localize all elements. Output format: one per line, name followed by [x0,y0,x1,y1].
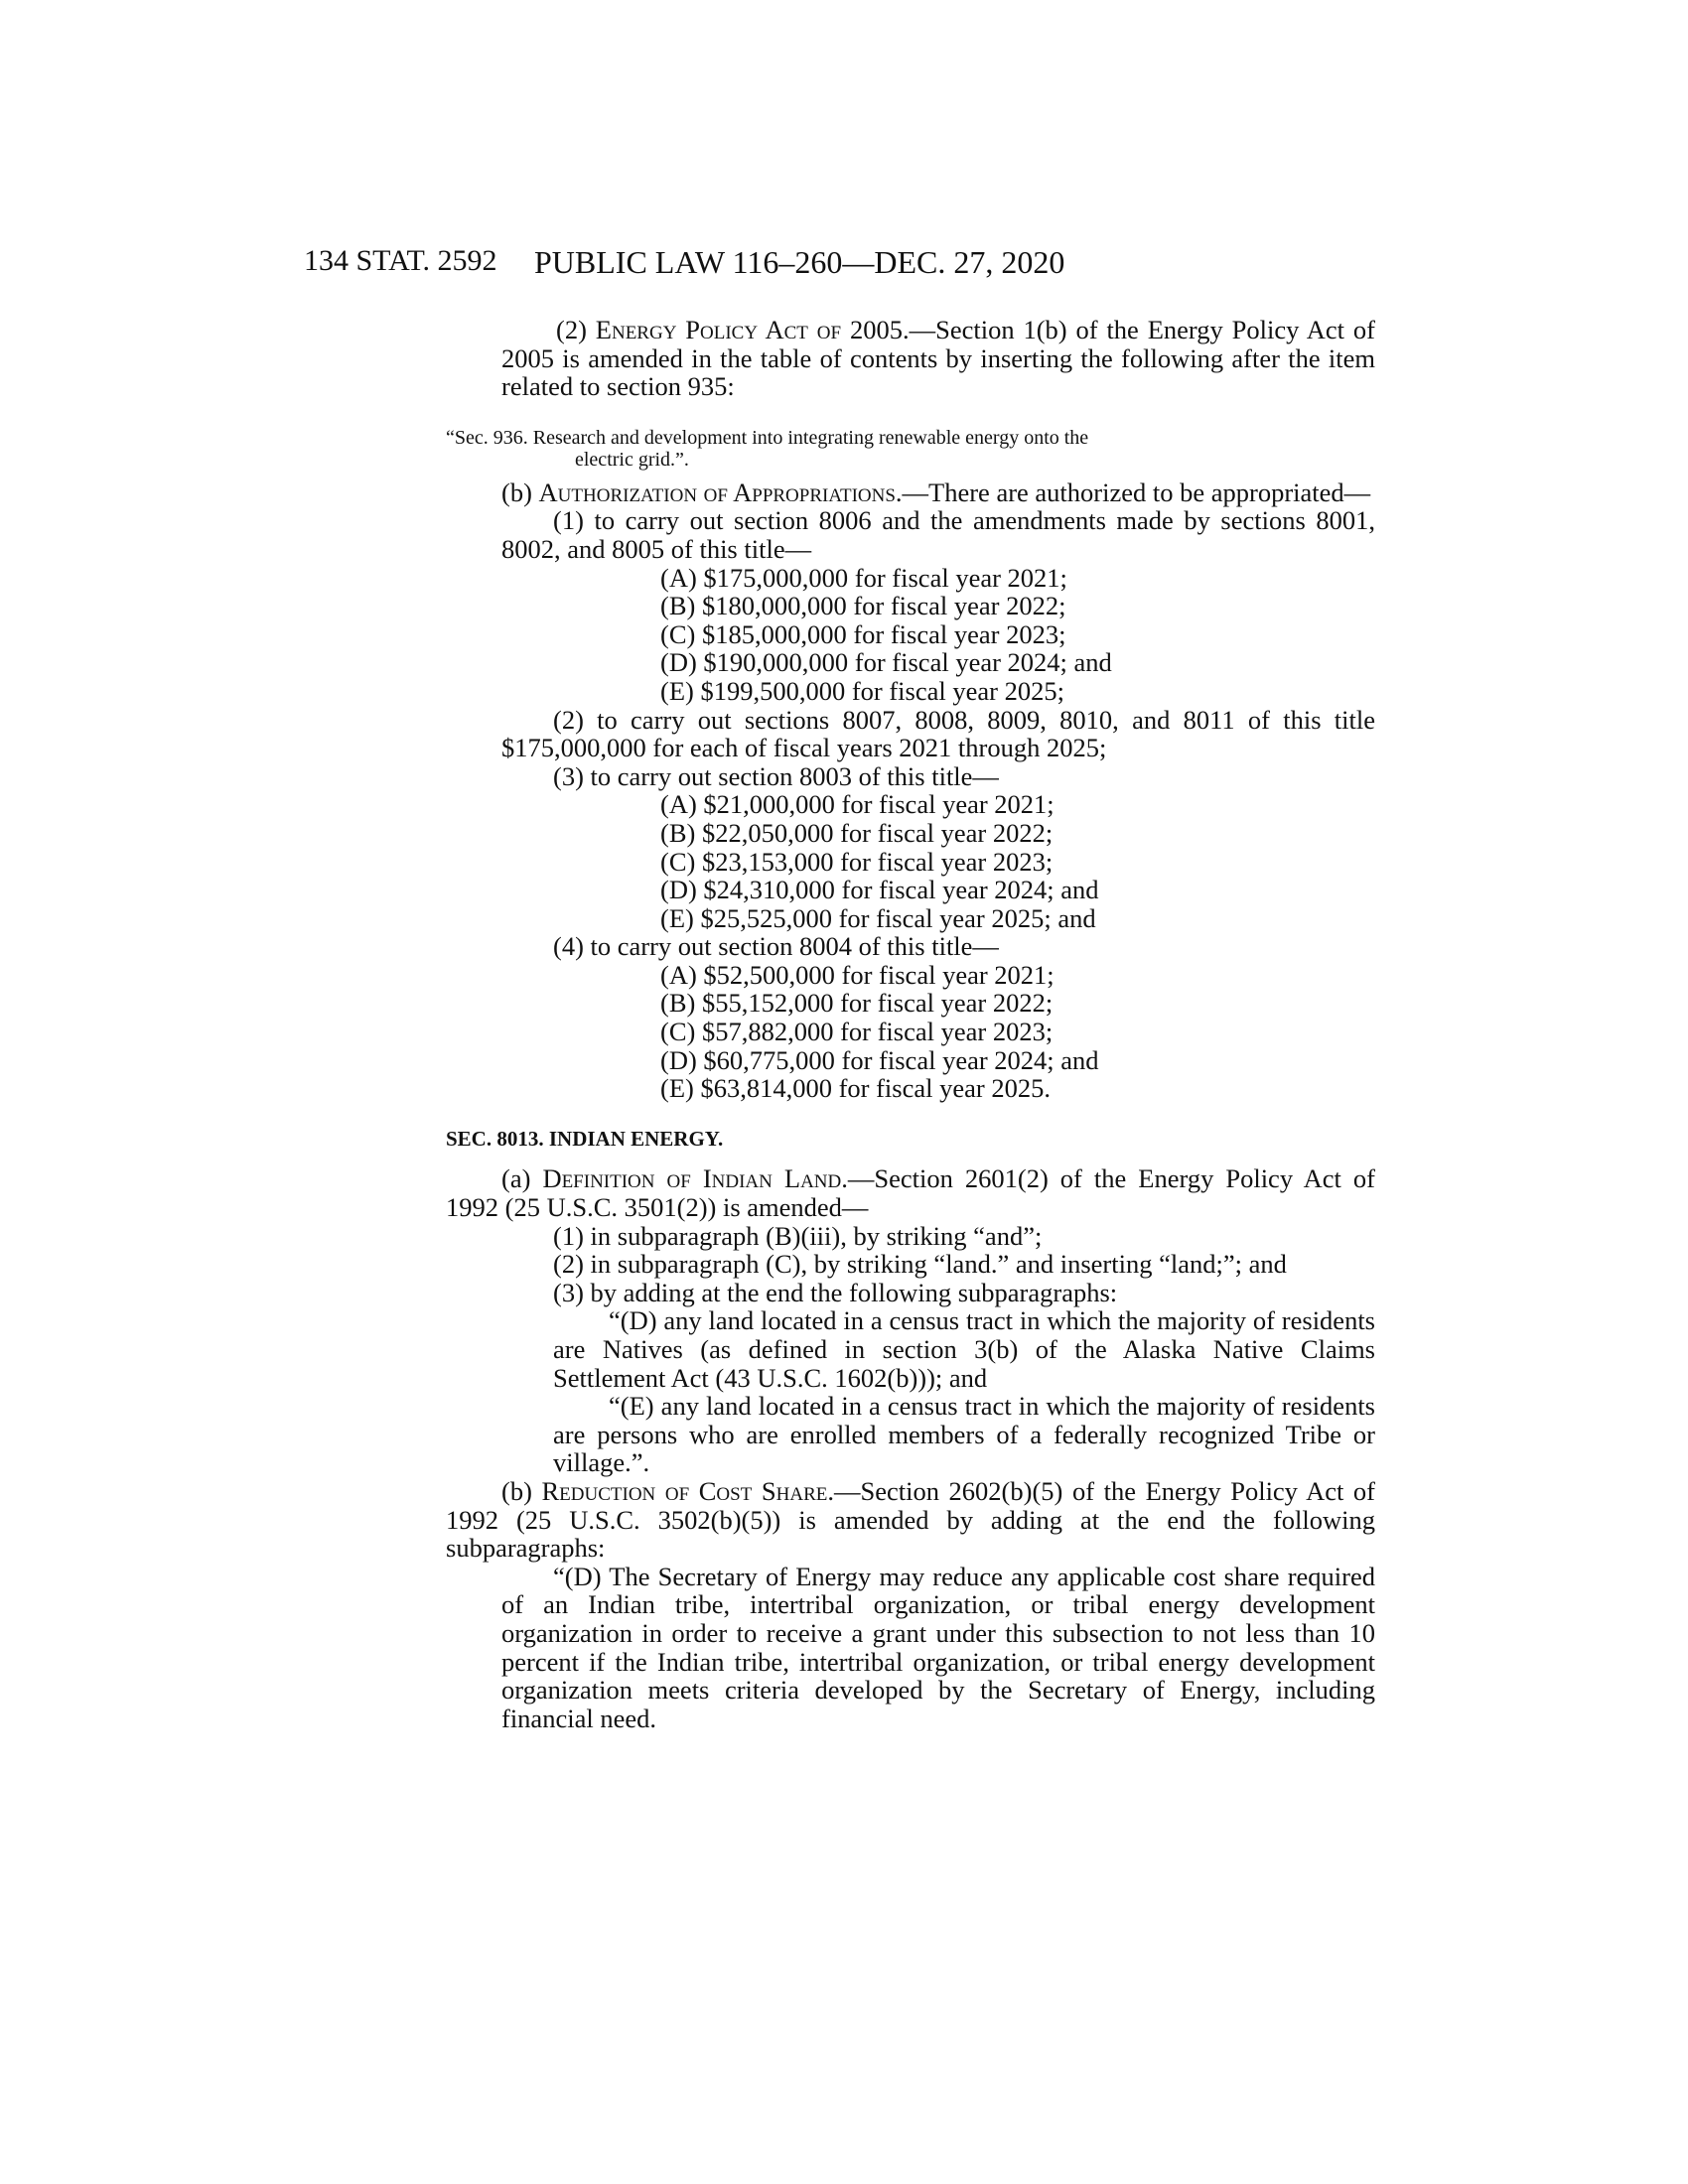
amount-line: (A) $52,500,000 for fiscal year 2021; [660,959,1055,990]
toc-line: “Sec. 936. Research and development into integrating renewable energy onto the [446,426,1089,449]
table-of-contents-insert [446,427,1375,471]
page-reference: 134 STAT. 2592 [304,244,497,277]
page-header [304,244,1376,284]
amount-line: (E) $199,500,000 for fiscal year 2025; [660,675,1064,706]
document-body [446,315,1375,1733]
subsection-heading: Authorization of Appropriations [538,477,896,507]
subparagraph-e: “(E) any land located in a census tract in which the majority of residents are persons who are enrolled members of a federally recognized Tribe or village.”. [553,1391,1375,1478]
amount-line: (B) $22,050,000 for fiscal year 2022; [660,817,1054,848]
amount-line: (C) $23,153,000 for fiscal year 2023; [660,846,1054,877]
amount-line: (C) $57,882,000 for fiscal year 2023; [660,1017,1054,1047]
toc-line: electric grid.”. [575,448,689,471]
item-1: (1) to carry out section 8006 and the amendments made by sections 8001, 8002, and 8005 of this title— [501,505,1375,564]
paragraph-a3: (3) by adding at the end the following subparagraphs: [553,1277,1118,1307]
subparagraph-d: “(D) any land located in a census tract in which the majority of residents are Natives (as defined in section 3(b) of the Alaska Native Claims Settlement Act (43 U.S.C. 1602(b))); and [553,1305,1375,1393]
paragraph-energy-policy-act: (2) Energy Policy Act of 2005.—Section 1(b) of the Energy Policy Act of 2005 is amended in the table of contents by inserting the following after the item related to section 935: [501,315,1375,402]
amount-line: (A) $175,000,000 for fiscal year 2021; [660,562,1067,593]
amount-line: (B) $55,152,000 for fiscal year 2022; [660,988,1054,1019]
paragraph-heading: Energy Policy Act of 2005 [595,315,903,344]
amount-line: (A) $21,000,000 for fiscal year 2021; [660,789,1055,820]
subparagraph-d-cost-share: “(D) The Secretary of Energy may reduce any applicable cost share required of an Indian tribe, intertribal organization, or tribal energy development organization in order to receive a grant under this subsection to not less than 10 percent if the Indian tribe, intertribal organization, or tribal energy development organization meets criteria developed by the Secretary of Energy, including financial need. [501,1561,1375,1733]
subsection-heading: Definition of Indian Land [542,1163,842,1194]
item-3-amounts [660,790,1375,932]
amount-line: (E) $25,525,000 for fiscal year 2025; and [660,902,1096,933]
item-2: (2) to carry out sections 8007, 8008, 8009, 8010, and 8011 of this title $175,000,000 for each of fiscal years 2021 through 2025; [501,704,1375,763]
amount-line: (D) $60,775,000 for fiscal year 2024; and [660,1044,1099,1075]
paragraph-a2: (2) in subparagraph (C), by striking “land.” and inserting “land;”; and [553,1249,1287,1280]
item-4-amounts [660,961,1375,1103]
amount-line: (E) $63,814,000 for fiscal year 2025. [660,1073,1051,1104]
amount-line: (D) $24,310,000 for fiscal year 2024; and [660,875,1099,905]
amount-line: (D) $190,000,000 for fiscal year 2024; and [660,647,1112,678]
subsection-heading: Reduction of Cost Share [541,1475,828,1506]
subsection-a-definition: (a) Definition of Indian Land.—Section 2601(2) of the Energy Policy Act of 1992 (25 U.S.C. 3501(2)) is amended— [446,1163,1375,1223]
paragraph-a1: (1) in subparagraph (B)(iii), by striking “and”; [553,1220,1043,1251]
section-heading: SEC. 8013. INDIAN ENERGY. [446,1126,724,1151]
amount-line: (C) $185,000,000 for fiscal year 2023; [660,618,1066,649]
subsection-b-cost-share: (b) Reduction of Cost Share.—Section 2602(b)(5) of the Energy Policy Act of 1992 (25 U.S.C. 3502(b)(5)) is amended by adding at the end the following subparagraphs: [446,1475,1375,1564]
item-1-amounts [660,564,1375,706]
item-4: (4) to carry out section 8004 of this title— [553,931,999,962]
subsection-b-authorization: (b) Authorization of Appropriations.—There are authorized to be appropriated— [501,477,1371,507]
amount-line: (B) $180,000,000 for fiscal year 2022; [660,591,1066,621]
item-3: (3) to carry out section 8003 of this title— [553,760,999,791]
law-title: PUBLIC LAW 116–260—DEC. 27, 2020 [534,244,1065,280]
